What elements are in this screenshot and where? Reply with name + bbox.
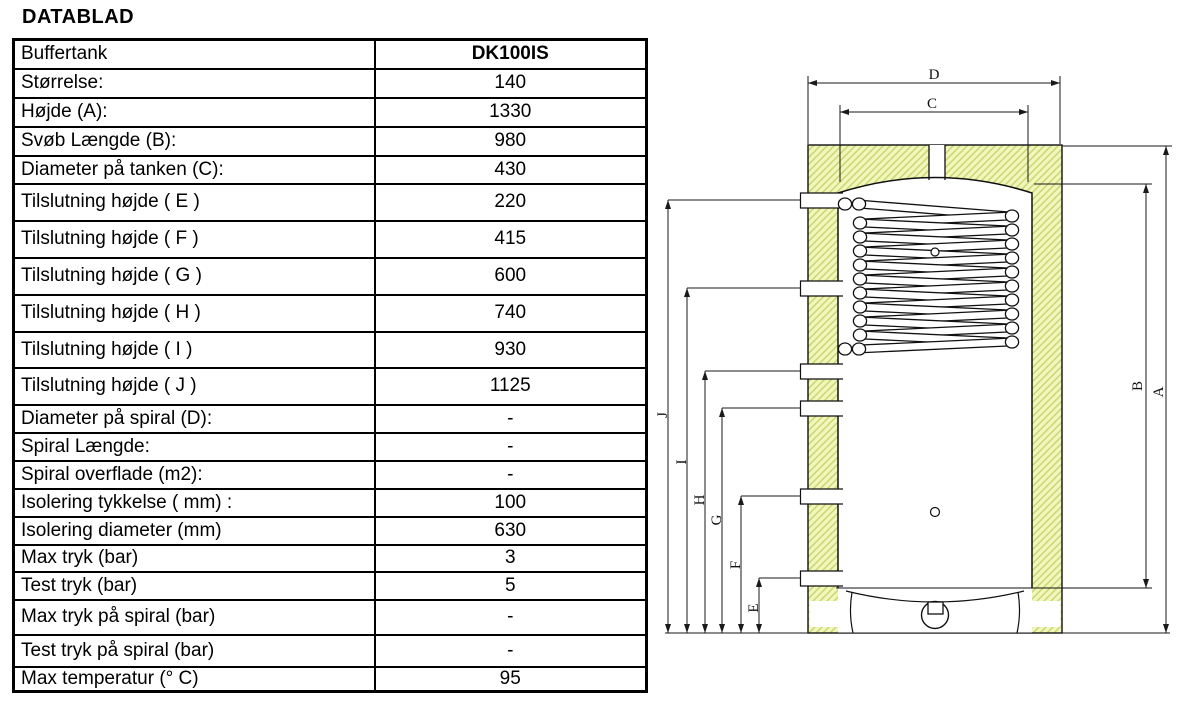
table-row (14, 635, 647, 667)
spec-value: - (375, 635, 647, 667)
spec-label: Spiral Længde: (14, 433, 375, 461)
dim-label-a: A (1151, 386, 1167, 398)
dim-label-g: G (709, 514, 725, 526)
table-row (14, 98, 647, 127)
spec-value: - (375, 405, 647, 433)
spec-value: 430 (375, 156, 647, 184)
table-row (14, 368, 647, 405)
spec-label: Diameter på tanken (C): (14, 156, 375, 184)
dim-line-g (722, 408, 801, 633)
spec-value: 980 (375, 127, 647, 156)
table-row (14, 545, 647, 572)
spec-value: 630 (375, 517, 647, 545)
spec-label: Isolering tykkelse ( mm) : (14, 489, 375, 517)
spec-label: Tilslutning højde ( H ) (14, 295, 375, 332)
dim-label-h: H (692, 494, 708, 506)
spec-value: 140 (375, 69, 647, 98)
spec-value: 3 (375, 545, 647, 572)
spec-label: Test tryk (bar) (14, 572, 375, 600)
table-row (14, 221, 647, 258)
table-row (14, 156, 647, 184)
table-row (14, 461, 647, 489)
spec-label: Tilslutning højde ( J ) (14, 368, 375, 405)
spec-value: 930 (375, 332, 647, 368)
spec-label: Max temperatur (° C) (14, 667, 375, 692)
spec-label: Tilslutning højde ( I ) (14, 332, 375, 368)
spec-label: Højde (A): (14, 98, 375, 127)
drain-plug (928, 602, 943, 614)
spec-value: - (375, 433, 647, 461)
sensor-port-lower (931, 508, 940, 517)
table-row (14, 433, 647, 461)
table-row (14, 517, 647, 545)
spec-label: Test tryk på spiral (bar) (14, 635, 375, 667)
spec-label: Tilslutning højde ( F ) (14, 221, 375, 258)
dim-line-e (759, 578, 801, 633)
spec-label: Størrelse: (14, 69, 375, 98)
spec-value: - (375, 600, 647, 635)
dim-label-e: E (746, 603, 762, 613)
table-row (14, 295, 647, 332)
table-row (14, 332, 647, 368)
dim-line-i (687, 288, 801, 633)
spec-table (12, 38, 648, 693)
spec-value: 1125 (375, 368, 647, 405)
spec-value: 95 (375, 667, 647, 692)
dim-label-j: J (655, 412, 671, 418)
table-row (14, 127, 647, 156)
spec-value: 100 (375, 489, 647, 517)
spec-value: 5 (375, 572, 647, 600)
table-row (14, 572, 647, 600)
dim-label-f: F (728, 560, 744, 570)
dim-label-b: B (1130, 380, 1146, 392)
table-header-value: DK100IS (375, 40, 647, 69)
spec-value: 740 (375, 295, 647, 332)
spec-label: Svøb Længde (B): (14, 127, 375, 156)
table-row (14, 69, 647, 98)
spec-label: Spiral overflade (m2): (14, 461, 375, 489)
dim-label-c: C (926, 96, 938, 112)
spec-label: Tilslutning højde ( G ) (14, 258, 375, 295)
dim-label-i: I (674, 459, 690, 465)
spec-value: 1330 (375, 98, 647, 127)
dim-line-h (705, 371, 801, 633)
table-header-label: Buffertank (14, 40, 375, 69)
spec-value: 600 (375, 258, 647, 295)
spec-label: Tilslutning højde ( E ) (14, 184, 375, 221)
spec-label: Max tryk (bar) (14, 545, 375, 572)
table-row (14, 258, 647, 295)
table-row (14, 667, 647, 692)
spec-label: Diameter på spiral (D): (14, 405, 375, 433)
table-row (14, 184, 647, 221)
page-title: DATABLAD (22, 6, 135, 28)
spec-label: Isolering diameter (mm) (14, 517, 375, 545)
table-row (14, 600, 647, 635)
spec-label: Max tryk på spiral (bar) (14, 600, 375, 635)
table-header-row (14, 40, 647, 69)
tank-diagram (655, 50, 1177, 650)
dim-label-d: D (928, 67, 940, 83)
spec-value: - (375, 461, 647, 489)
sensor-port-upper (931, 248, 939, 256)
table-row (14, 405, 647, 433)
spec-value: 415 (375, 221, 647, 258)
spec-value: 220 (375, 184, 647, 221)
table-row (14, 489, 647, 517)
